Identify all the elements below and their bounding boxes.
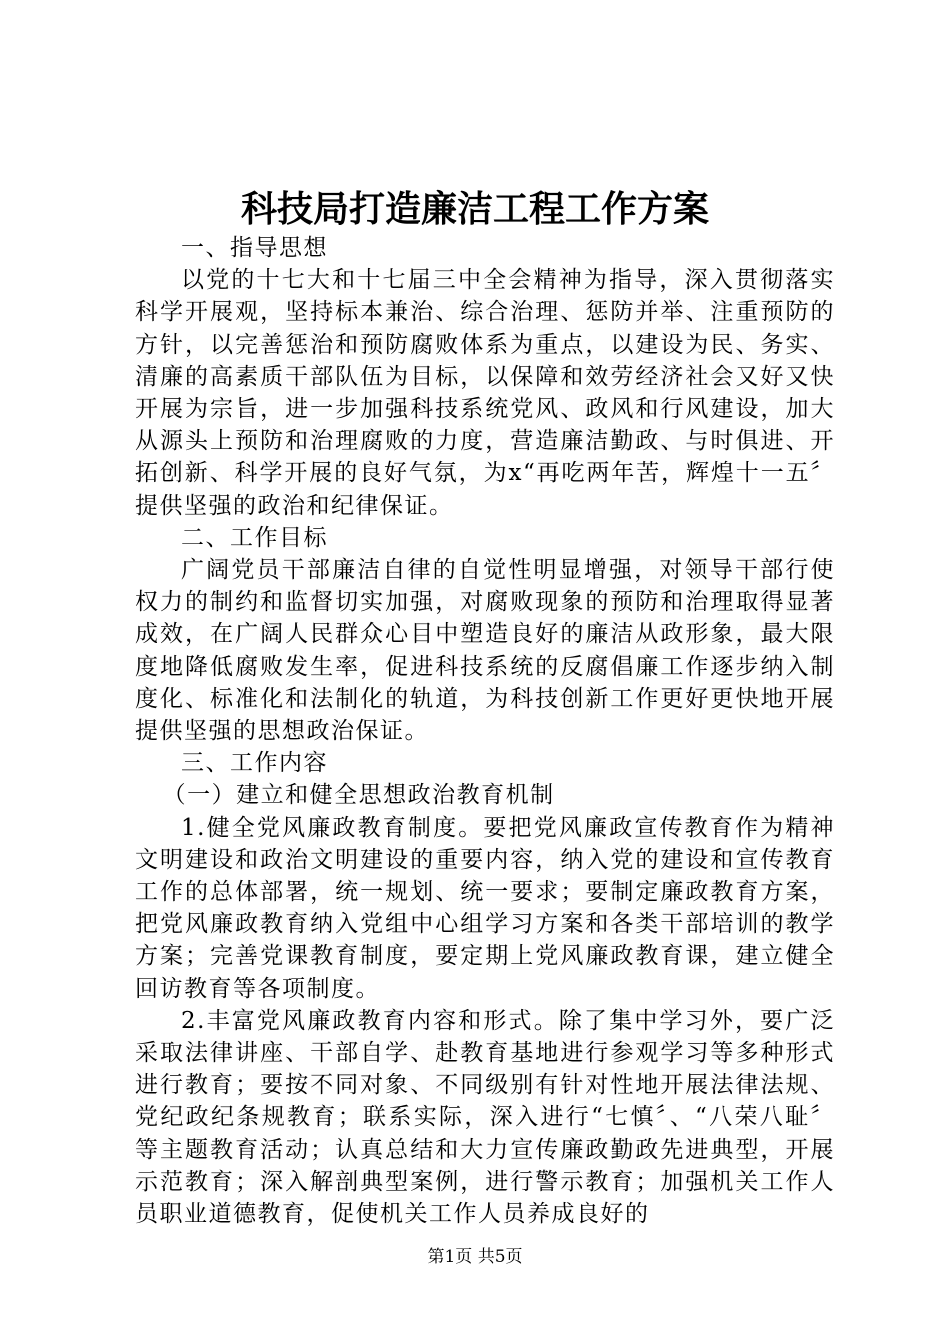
subsection-heading-education-mechanism: （一）建立和健全思想政治教育机制 — [162, 782, 555, 809]
section-heading-work-goals: 二、工作目标 — [181, 524, 328, 551]
page-footer: 第1页 共5页 — [427, 1247, 523, 1267]
paragraph-item-2: 2.丰富党风廉政教育内容和形式。除了集中学习外，要广泛采取法律讲座、干部自学、赴教育基地进行参观学习等多种形式进行教育；要按不同对象、不同级别有针对性地开展法律法规、党纪政纪条规教育；联系实际，深入进行“七慎〞、“八荣八耻〞等主题教育活动；认真总结和大力宣传廉政勤政先进典型，开展示范教育；深入解剖典型案例，进行警示教育；加强机关工作人员职业道德教育，促使机关工作人员养成良好的 — [135, 1007, 835, 1228]
paragraph-item-1: 1.健全党风廉政教育制度。要把党风廉政宣传教育作为精神文明建设和政治文明建设的重要内容，纳入党的建设和宣传教育工作的总体部署，统一规划、统一要求；要制定廉政教育方案，把党风廉政教育纳入党组中心组学习方案和各类干部培训的教学方案；完善党课教育制度，要定期上党风廉政教育课，建立健全回访教育等各项制度。 — [135, 814, 835, 1002]
section-heading-guiding-ideology: 一、指导思想 — [181, 235, 328, 261]
paragraph-work-goals: 广阔党员干部廉洁自律的自觉性明显增强，对领导干部行使权力的制约和监督切实加强，对腐败现象的预防和治理取得显著成效，在广阔人民群众心目中塑造良好的廉洁从政形象，最大限度地降低腐败发生率，促进科技系统的反腐倡廉工作逐步纳入制度化、标准化和法制化的轨道，为科技创新工作更好更快地开展提供坚强的思想政治保证。 — [135, 557, 835, 745]
document-body — [135, 232, 835, 1230]
section-heading-work-content: 三、工作内容 — [181, 750, 328, 777]
paragraph-guiding-ideology: 以党的十七大和十七届三中全会精神为指导，深入贯彻落实科学开展观，坚持标本兼治、综合治理、惩防并举、注重预防的方针，以完善惩治和预防腐败体系为重点，以建设为民、务实、清廉的高素质干部队伍为目标，以保障和效劳经济社会又好又快开展为宗旨，进一步加强科技系统党风、政风和行风建设，加大从源头上预防和治理腐败的力度，营造廉洁勤政、与时俱进、开拓创新、科学开展的良好气氛，为x“再吃两年苦，辉煌十一五〞提供坚强的政治和纪律保证。 — [135, 267, 835, 519]
page-title: 科技局打造廉洁工程工作方案 — [240, 188, 709, 230]
